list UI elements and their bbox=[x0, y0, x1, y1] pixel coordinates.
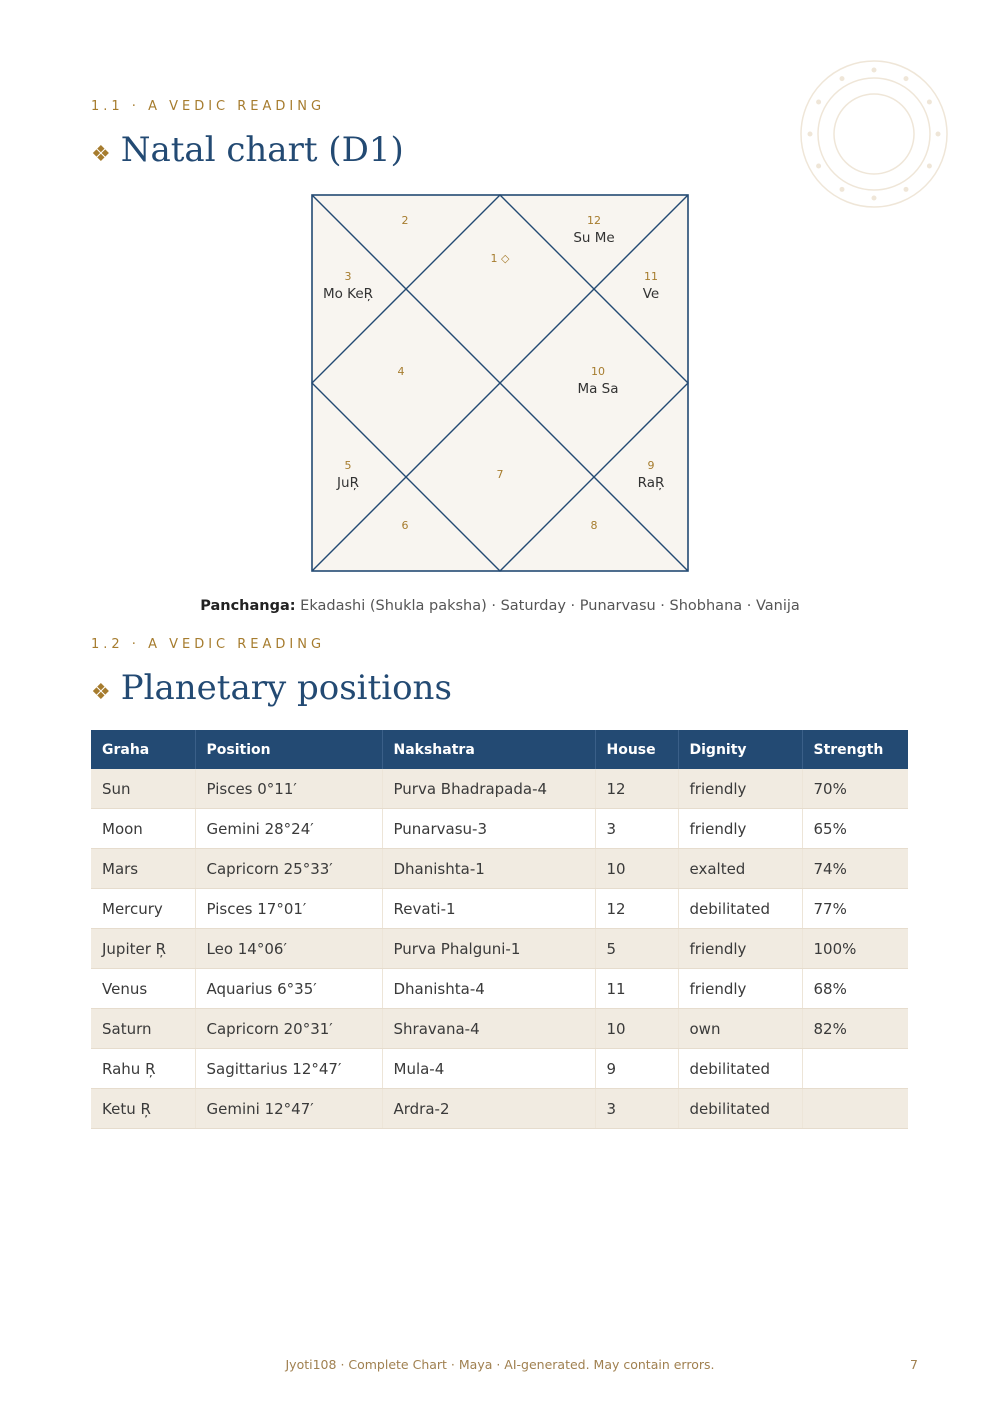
house-number: 6 bbox=[401, 519, 409, 532]
table-cell: Dhanishta-4 bbox=[382, 969, 595, 1009]
table-cell: Mars bbox=[91, 849, 195, 889]
house-number: 1 ◇ bbox=[490, 252, 510, 265]
panchanga-line bbox=[0, 598, 1000, 614]
table-row bbox=[91, 1009, 908, 1049]
table-cell: debilitated bbox=[678, 1089, 802, 1129]
column-header: Strength bbox=[802, 730, 908, 769]
house-planets: Mo KeŖ bbox=[322, 286, 374, 302]
table-cell: exalted bbox=[678, 849, 802, 889]
table-row bbox=[91, 889, 908, 929]
house-number: 2 bbox=[401, 214, 409, 227]
decorative-dot bbox=[936, 132, 941, 137]
table-cell bbox=[802, 1089, 908, 1129]
house-number: 8 bbox=[590, 519, 598, 532]
table-cell: Ardra-2 bbox=[382, 1089, 595, 1129]
table-cell: friendly bbox=[678, 929, 802, 969]
panchanga-label: Panchanga: bbox=[200, 598, 296, 614]
table-cell: Sun bbox=[91, 769, 195, 809]
decorative-dot bbox=[904, 76, 909, 81]
house-number: 5 bbox=[344, 459, 352, 472]
table-cell: Mula-4 bbox=[382, 1049, 595, 1089]
column-header: Position bbox=[195, 730, 382, 769]
decorative-dot bbox=[808, 132, 813, 137]
table-cell: Dhanishta-1 bbox=[382, 849, 595, 889]
table-cell: 12 bbox=[595, 889, 678, 929]
table-cell: Capricorn 25°33′ bbox=[195, 849, 382, 889]
table-row bbox=[91, 769, 908, 809]
table-row bbox=[91, 809, 908, 849]
table-cell: 77% bbox=[802, 889, 908, 929]
table-cell: own bbox=[678, 1009, 802, 1049]
house-number: 3 bbox=[344, 270, 352, 283]
house-number: 10 bbox=[591, 365, 605, 378]
column-header: Graha bbox=[91, 730, 195, 769]
table-cell: 100% bbox=[802, 929, 908, 969]
section-eyebrow: 1.1 · A VEDIC READING bbox=[91, 99, 326, 114]
house-number: 12 bbox=[587, 214, 601, 227]
house-planets: RaŖ bbox=[637, 475, 665, 491]
table-cell: Moon bbox=[91, 809, 195, 849]
diamond-ornament-icon: ❖ bbox=[91, 679, 111, 705]
table-cell: 65% bbox=[802, 809, 908, 849]
table-cell: Purva Bhadrapada-4 bbox=[382, 769, 595, 809]
section-title bbox=[91, 668, 452, 708]
table-row bbox=[91, 1089, 908, 1129]
diamond-ornament-icon: ❖ bbox=[91, 141, 111, 167]
house-number: 11 bbox=[644, 270, 658, 283]
decorative-dot bbox=[872, 68, 877, 73]
house-planets: JuŖ bbox=[337, 475, 359, 491]
chart-grid bbox=[311, 194, 689, 572]
decorative-dot bbox=[927, 100, 932, 105]
table-cell: 5 bbox=[595, 929, 678, 969]
table-cell: debilitated bbox=[678, 1049, 802, 1089]
house-number: 7 bbox=[496, 468, 504, 481]
decorative-dot bbox=[927, 164, 932, 169]
house-planets: Ve bbox=[642, 286, 660, 302]
house-number: 4 bbox=[397, 365, 405, 378]
section-title bbox=[91, 130, 404, 170]
house-planets: Ma Sa bbox=[577, 381, 619, 397]
table-cell: Purva Phalguni-1 bbox=[382, 929, 595, 969]
table-cell: 9 bbox=[595, 1049, 678, 1089]
decorative-dot bbox=[904, 187, 909, 192]
table-cell: Ketu Ŗ bbox=[91, 1089, 195, 1129]
table-cell: Rahu Ŗ bbox=[91, 1049, 195, 1089]
decorative-mandala-icon bbox=[798, 58, 950, 210]
table-cell: friendly bbox=[678, 809, 802, 849]
footer-text: Jyoti108 · Complete Chart · Maya · AI-generated. May contain errors. bbox=[285, 1357, 715, 1372]
page-number: 7 bbox=[910, 1357, 918, 1372]
table-cell: 10 bbox=[595, 1009, 678, 1049]
table-cell: Pisces 0°11′ bbox=[195, 769, 382, 809]
house-number: 9 bbox=[647, 459, 655, 472]
table-cell: 12 bbox=[595, 769, 678, 809]
decorative-dot bbox=[816, 100, 821, 105]
section-eyebrow: 1.2 · A VEDIC READING bbox=[91, 637, 326, 652]
column-header: House bbox=[595, 730, 678, 769]
table-row bbox=[91, 929, 908, 969]
table-cell: Saturn bbox=[91, 1009, 195, 1049]
planetary-positions-table bbox=[91, 730, 908, 1129]
table-cell: Punarvasu-3 bbox=[382, 809, 595, 849]
table-cell: Sagittarius 12°47′ bbox=[195, 1049, 382, 1089]
section-title-text: Natal chart (D1) bbox=[120, 130, 404, 170]
table-cell: Aquarius 6°35′ bbox=[195, 969, 382, 1009]
column-header: Dignity bbox=[678, 730, 802, 769]
table-row bbox=[91, 969, 908, 1009]
decorative-dot bbox=[816, 164, 821, 169]
table-cell: friendly bbox=[678, 969, 802, 1009]
table-cell: 82% bbox=[802, 1009, 908, 1049]
table-cell: 3 bbox=[595, 809, 678, 849]
table-cell: Jupiter Ŗ bbox=[91, 929, 195, 969]
decorative-dot bbox=[840, 187, 845, 192]
table-cell: Mercury bbox=[91, 889, 195, 929]
column-header: Nakshatra bbox=[382, 730, 595, 769]
table-cell: 10 bbox=[595, 849, 678, 889]
table-cell: 70% bbox=[802, 769, 908, 809]
table-cell: debilitated bbox=[678, 889, 802, 929]
table-cell: 11 bbox=[595, 969, 678, 1009]
table-cell: Shravana-4 bbox=[382, 1009, 595, 1049]
table-row bbox=[91, 849, 908, 889]
table-cell: Venus bbox=[91, 969, 195, 1009]
table-row bbox=[91, 1049, 908, 1089]
table-cell: 74% bbox=[802, 849, 908, 889]
table-cell: Gemini 28°24′ bbox=[195, 809, 382, 849]
table-cell bbox=[802, 1049, 908, 1089]
decorative-dot bbox=[872, 196, 877, 201]
table-cell: friendly bbox=[678, 769, 802, 809]
natal-chart bbox=[311, 194, 689, 572]
table-cell: Gemini 12°47′ bbox=[195, 1089, 382, 1129]
panchanga-text: Ekadashi (Shukla paksha) · Saturday · Punarvasu · Shobhana · Vanija bbox=[295, 598, 800, 614]
table-cell: 68% bbox=[802, 969, 908, 1009]
table-cell: Revati-1 bbox=[382, 889, 595, 929]
table-cell: Pisces 17°01′ bbox=[195, 889, 382, 929]
table-cell: Leo 14°06′ bbox=[195, 929, 382, 969]
house-planets: Su Me bbox=[573, 230, 615, 246]
table-cell: Capricorn 20°31′ bbox=[195, 1009, 382, 1049]
table-cell: 3 bbox=[595, 1089, 678, 1129]
section-title-text: Planetary positions bbox=[120, 668, 452, 708]
decorative-dot bbox=[840, 76, 845, 81]
